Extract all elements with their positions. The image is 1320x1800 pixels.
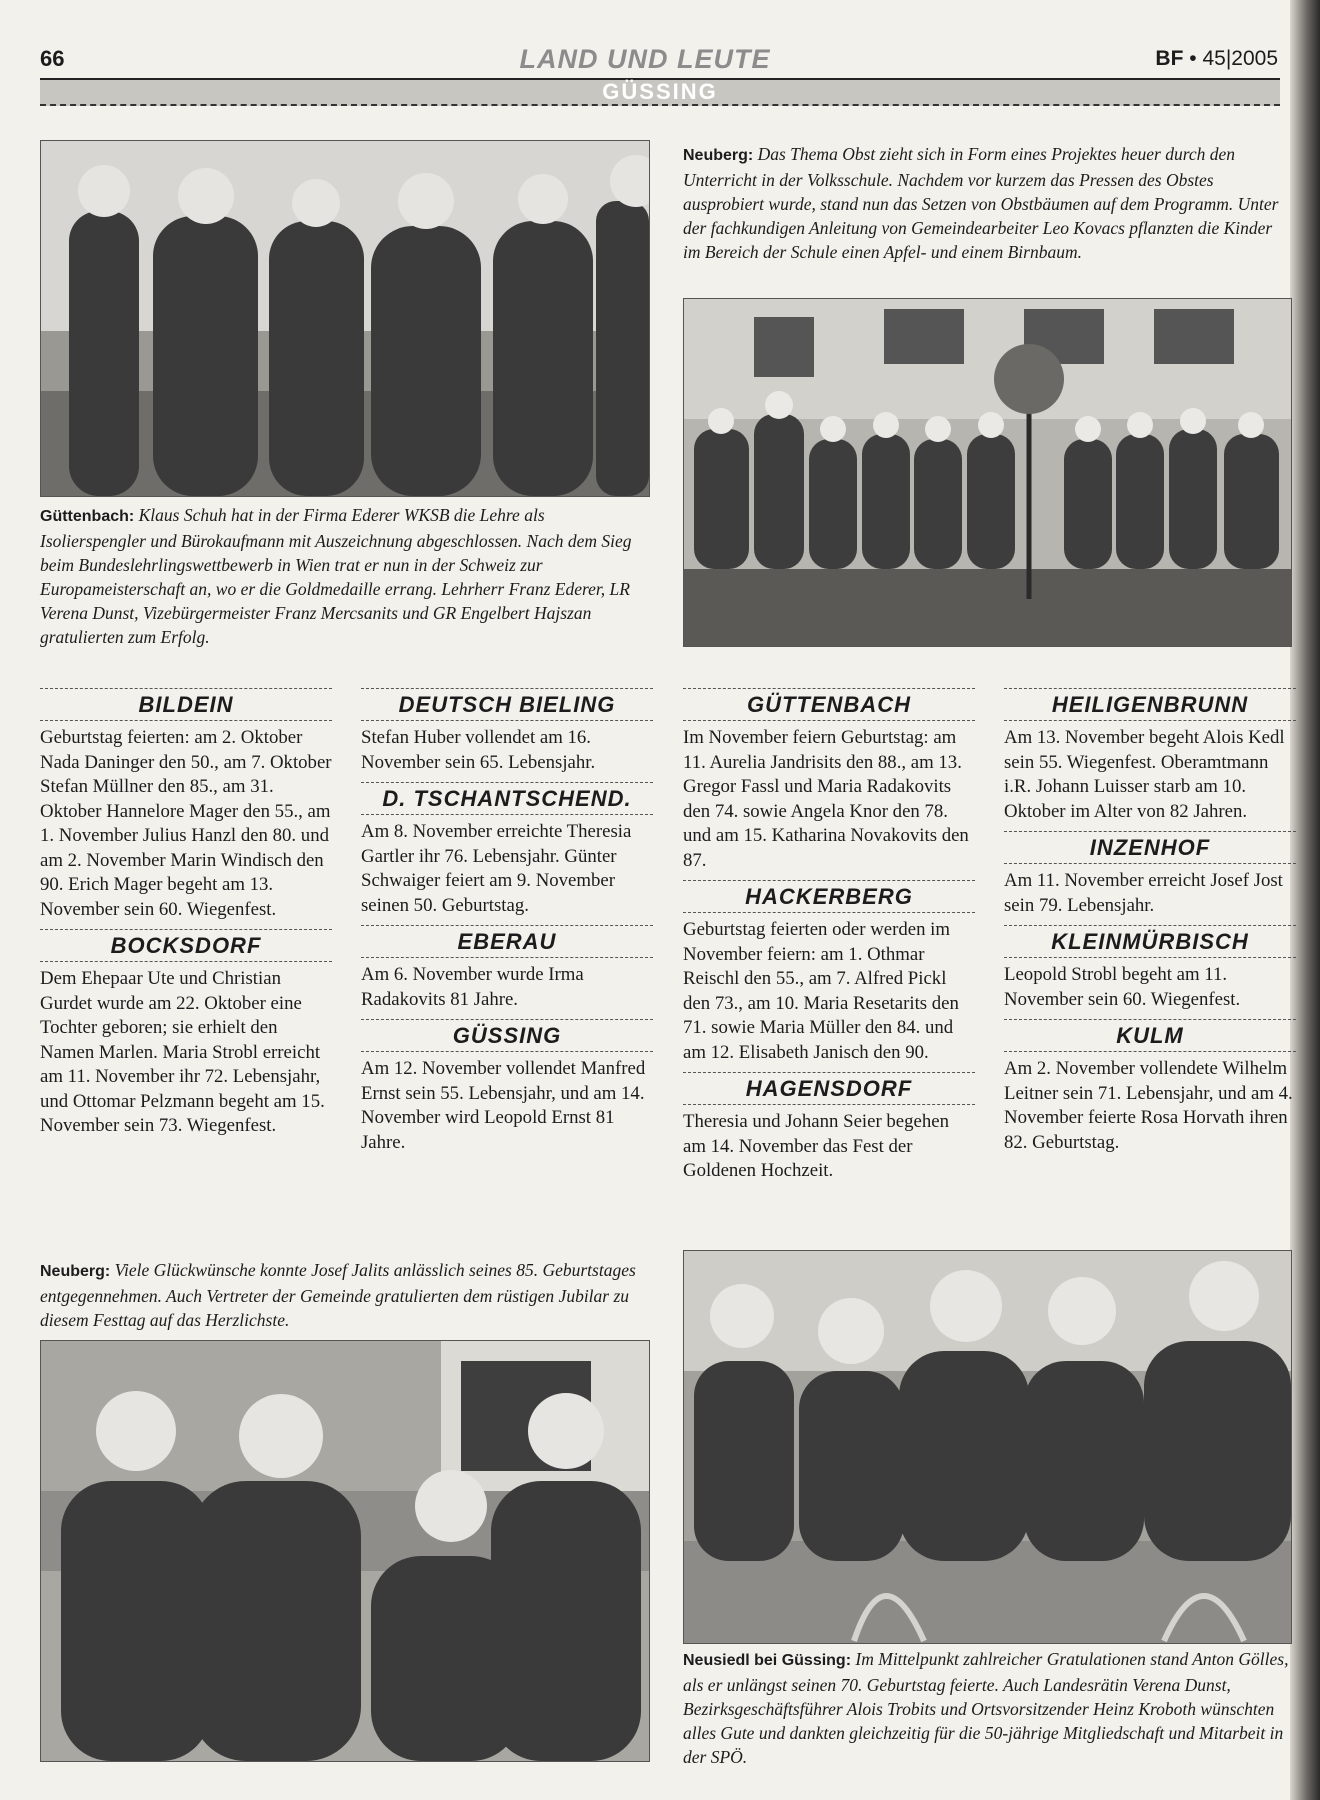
photo-neuberg-jubilar bbox=[40, 1340, 650, 1762]
issue-separator: • bbox=[1189, 47, 1197, 70]
news-block-hagensdorf bbox=[683, 1072, 975, 1184]
news-column-3 bbox=[683, 688, 975, 1191]
news-block-heiligenbrunn bbox=[1004, 688, 1296, 824]
photo-neusiedl-celebration bbox=[683, 1250, 1292, 1644]
news-block-kleinmuerbisch bbox=[1004, 925, 1296, 1012]
news-block-hackerberg bbox=[683, 880, 975, 1065]
block-heading: D. TSCHANTSCHEND. bbox=[361, 782, 653, 815]
block-heading: KULM bbox=[1004, 1019, 1296, 1052]
news-block-bocksdorf bbox=[40, 929, 332, 1139]
issue-number: 45|2005 bbox=[1202, 47, 1278, 70]
block-text: Am 13. November begeht Alois Kedl sein 55. Wiegenfest. Oberamtmann i.R. Johann Luisser starb am 10. Oktober im Alter von 82 Jahren. bbox=[1004, 727, 1285, 822]
news-block-deutsch-bieling bbox=[361, 688, 653, 775]
block-heading: KLEINMÜRBISCH bbox=[1004, 925, 1296, 958]
block-text: Dem Ehepaar Ute und Christian Gurdet wurde am 22. Oktober eine Tochter geboren; sie erhielt den Namen Marlen. Maria Strobl erreicht am 11. November ihr 72. Lebensjahr, und Ottomar Pelzmann begeht am 15. November sein 73. Wiegenfest. bbox=[40, 968, 325, 1136]
news-block-tschantschendorf bbox=[361, 782, 653, 918]
block-text: Im November feiern Geburtstag: am 11. Aurelia Jandrisits den 88., am 13. Gregor Fassl und Maria Radakovits den 74. sowie Angela Knor den 78. und am 15. Katharina Novakovits den 87. bbox=[683, 727, 969, 871]
caption-place: Neuberg: bbox=[40, 1263, 111, 1280]
block-text: Am 2. November vollendete Wilhelm Leitner sein 71. Lebensjahr, und am 4. November feierte Rosa Horvath ihren 82. Geburtstag. bbox=[1004, 1058, 1293, 1153]
block-heading: BILDEIN bbox=[40, 688, 332, 721]
photo-guettenbach-group bbox=[40, 140, 650, 497]
news-block-kulm bbox=[1004, 1019, 1296, 1155]
block-heading: GÜSSING bbox=[361, 1019, 653, 1052]
caption-text: Klaus Schuh hat in der Firma Ederer WKSB die Lehre als Isolierspengler und Bürokaufmann mit Auszeichnung abgeschlossen. Nach dem Sieg beim Bundeslehrlingswettbewerb in Wien trat er nun in der Schweiz zur Europameisterschaft an, wo er die Goldmedaille errang. Lehrherr Franz Ederer, LR Verena Dunst, Vizebürgermeister Franz Mercsanits und GR Engelbert Hajszan gratulierten zum Erfolg. bbox=[40, 505, 632, 647]
caption-neuberg-jalits bbox=[40, 1258, 650, 1332]
issue-info bbox=[1155, 47, 1278, 71]
caption-text: Das Thema Obst zieht sich in Form eines Projektes heuer durch den Unterricht in der Volksschule. Nachdem vor kurzem das Pressen des Obstes ausprobiert wurde, stand nun das Setzen von Obstbäumen auf dem Programm. Unter der fachkundigen Anleitung von Gemeindearbeiter Leo Kovacs pflanzten die Kinder im Bereich der Schule einen Apfel- und einem Birnbaum. bbox=[683, 144, 1279, 262]
region-band bbox=[40, 80, 1280, 106]
caption-text: Viele Glückwünsche konnte Josef Jalits anlässlich seines 85. Geburtstages entgegennehmen. Auch Vertreter der Gemeinde gratulierten dem rüstigen Jubilar zu diesem Festtag auf das Herzlichste. bbox=[40, 1260, 636, 1330]
caption-place: Neuberg: bbox=[683, 147, 754, 164]
block-text: Am 8. November erreichte Theresia Gartler ihr 76. Lebensjahr. Günter Schwaiger feiert am 9. November seinen 50. Geburtstag. bbox=[361, 821, 632, 916]
caption-neuberg-obst bbox=[683, 142, 1290, 264]
caption-neusiedl bbox=[683, 1647, 1290, 1769]
page-number: 66 bbox=[40, 46, 65, 71]
caption-place: Neusiedl bei Güssing: bbox=[683, 1652, 852, 1669]
region-label: GÜSSING bbox=[602, 79, 718, 104]
block-text: Stefan Huber vollendet am 16. November sein 65. Lebensjahr. bbox=[361, 727, 596, 773]
news-block-guettenbach bbox=[683, 688, 975, 873]
block-heading: EBERAU bbox=[361, 925, 653, 958]
caption-place: Güttenbach: bbox=[40, 508, 135, 525]
news-column-4 bbox=[1004, 688, 1296, 1162]
news-block-guessing bbox=[361, 1019, 653, 1155]
block-heading: GÜTTENBACH bbox=[683, 688, 975, 721]
news-block-bildein bbox=[40, 688, 332, 922]
block-heading: INZENHOF bbox=[1004, 831, 1296, 864]
block-heading: DEUTSCH BIELING bbox=[361, 688, 653, 721]
block-text: Geburtstag feierten oder werden im November feiern: am 1. Othmar Reischl den 55., am 7. Alfred Pickl den 73., am 10. Maria Resetarits den 71. sowie Maria Müller den 84. und am 12. Elisabeth Janisch den 90. bbox=[683, 919, 959, 1063]
block-text: Am 6. November wurde Irma Radakovits 81 Jahre. bbox=[361, 964, 584, 1010]
block-text: Am 12. November vollendet Manfred Ernst sein 55. Lebensjahr, und am 14. November wird Leopold Ernst 81 Jahre. bbox=[361, 1058, 646, 1153]
news-column-1 bbox=[40, 688, 332, 1146]
block-text: Leopold Strobl begeht am 11. November sein 60. Wiegenfest. bbox=[1004, 964, 1241, 1010]
block-text: Geburtstag feierten: am 2. Oktober Nada Daninger den 50., am 7. Oktober Stefan Müllner den 85., am 31. Oktober Hannelore Mager den 55., am 1. November Julius Hanzl den 80. und am 2. November Marin Windisch den 90. Erich Mager begeht am 13. November sein 60. Wiegenfest. bbox=[40, 727, 332, 920]
block-heading: HAGENSDORF bbox=[683, 1072, 975, 1105]
news-block-eberau bbox=[361, 925, 653, 1012]
caption-guettenbach bbox=[40, 503, 650, 649]
section-title: LAND UND LEUTE bbox=[519, 44, 771, 74]
news-column-2 bbox=[361, 688, 653, 1162]
publication-name: BF bbox=[1155, 47, 1184, 70]
block-text: Theresia und Johann Seier begehen am 14. November das Fest der Goldenen Hochzeit. bbox=[683, 1111, 949, 1181]
caption-text: Im Mittelpunkt zahlreicher Gratulationen stand Anton Gölles, als er unlängst seinen 70. Geburtstag feierte. Auch Landesrätin Verena Dunst, Bezirksgeschäftsführer Alois Trobits und Ortsvorsitzender Heinz Kroboth wünschten alles Gute und dankten gleichzeitig für die 50-jährige Mitgliedschaft und Mitarbeit in der SPÖ. bbox=[683, 1649, 1289, 1767]
news-block-inzenhof bbox=[1004, 831, 1296, 918]
block-heading: HACKERBERG bbox=[683, 880, 975, 913]
block-text: Am 11. November erreicht Josef Jost sein 79. Lebensjahr. bbox=[1004, 870, 1283, 916]
photo-neuberg-school-children bbox=[683, 298, 1292, 647]
block-heading: HEILIGENBRUNN bbox=[1004, 688, 1296, 721]
block-heading: BOCKSDORF bbox=[40, 929, 332, 962]
